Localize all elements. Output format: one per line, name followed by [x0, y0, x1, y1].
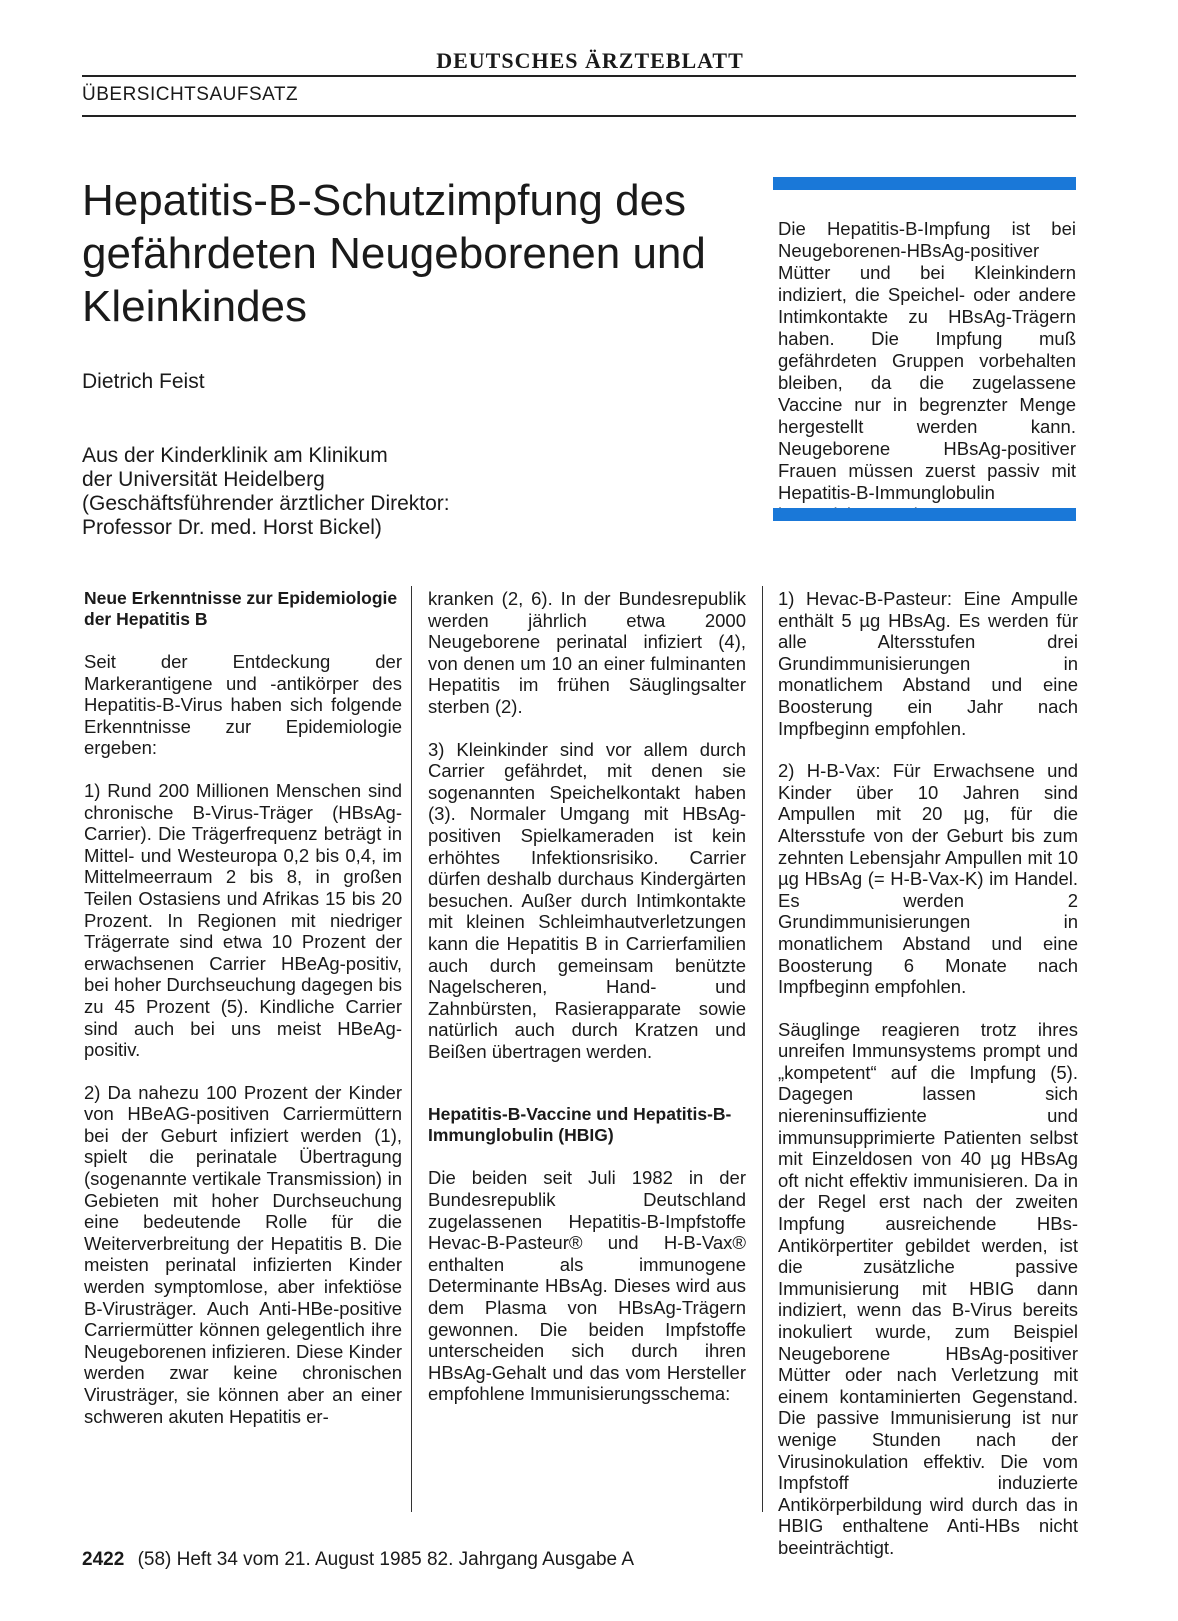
paragraph: 2) Da nahezu 100 Prozent der Kinder von HBeAG-positiven Carriermüttern bei der Geburt infiziert werden (1), spielt die perinatale Übertragung (sogenannte vertikale Transmission) in Gebieten mit hoher Durchseuchung eine bedeutende Rolle für die Weiterverbreitung der Hepatitis B. Die meisten perinatal infizierten Kinder werden symptomlose, aber infektiöse B-Virusträger. Auch Anti-HBe-positive Carriermütter können gelegentlich ihre Neugeborenen infizieren. Diese Kinder werden zwar keine chronischen Virusträger, sie können aber an einer schweren akuten Hepatitis er- — [84, 1081, 402, 1427]
paragraph: kranken (2, 6). In der Bundesrepublik werden jährlich etwa 2000 Neugeborene perinatal infiziert (4), von denen um 10 an einer fulminanten Hepatitis im frühen Säuglingsalter sterben (2). — [428, 588, 746, 717]
masthead-rule — [82, 75, 1076, 77]
column-1 — [84, 588, 402, 1448]
affiliation-line: der Universität Heidelberg — [82, 468, 325, 491]
author-name: Dietrich Feist — [82, 370, 205, 393]
abstract-top-bar — [773, 177, 1076, 190]
affiliation-line: Professor Dr. med. Horst Bickel) — [82, 516, 382, 539]
affiliation-line: (Geschäftsführender ärztlicher Direktor: — [82, 492, 450, 515]
page-number: 2422 — [82, 1549, 125, 1570]
paragraph: 1) Rund 200 Millionen Menschen sind chronische B-Virus-Träger (HBsAg-Carrier). Die Trägerfrequenz beträgt in Mittel- und Westeuropa 0,2 bis 0,4, im Mittelmeerraum 2 bis 8, in großen Teilen Ostasiens und Afrikas 15 bis 20 Prozent. In Regionen mit niedriger Trägerrate sind etwa 10 Prozent der erwachsenen Carrier HBeAg-positiv, bei hoher Durchseuchung dagegen bis zu 45 Prozent (5). Kindliche Carrier sind auch bei uns meist HBeAg-positiv. — [84, 779, 402, 1061]
paragraph: 3) Kleinkinder sind vor allem durch Carrier gefährdet, mit denen sie sogenannten Speichelkontakt haben (3). Normaler Umgang mit HBsAg-positiven Spielkameraden ist kein erhöhtes Infektionsrisiko. Carrier dürfen deshalb durchaus Kindergärten besuchen. Außer durch Intimkontakte mit kleinen Schleimhautverletzungen kann die Hepatitis B in Carrierfamilien auch durch gemeinsam benützte Nagelscheren, Hand- und Zahnbürsten, Rasierapparate sowie natürlich auch durch Kratzen und Beißen übertragen werden. — [428, 738, 746, 1062]
paragraph: Säuglinge reagieren trotz ihres unreifen Immunsystems prompt und „kompetent“ auf die Impfung (5). Dagegen lassen sich niereninsuffiziente und immunsupprimierte Patienten selbst mit Einzeldosen von 40 µg HBsAg oft nicht effektiv immunisieren. Da in der Regel erst nach der zweiten Impfung ausreichende HBs-Antikörpertiter gebildet werden, ist die zusätzliche passive Immunisierung mit HBIG dann indiziert, wenn das B-Virus bereits inokuliert wurde, zum Beispiel Neugeborene HBsAg-positiver Mütter oder nach Verletzung mit einem kontaminierten Gegenstand. Die passive Immunisierung ist nur wenige Stunden nach der Virusinokulation effektiv. Die vom Impfstoff induzierte Antikörperbildung wird durch das in HBIG enthaltene Anti-HBs nicht beeinträchtigt. — [778, 1018, 1078, 1558]
abstract: Die Hepatitis-B-Impfung ist bei Neugeborenen-HBsAg-positiver Mütter und bei Kleinkindern indiziert, die Speichel- oder andere Intimkontakte zu HBsAg-Trägern haben. Die Impfung muß gefährdeten Gruppen vorbehalten bleiben, da die zugelassene Vaccine nur in begrenzter Menge hergestellt werden kann. Neugeborene HBsAg-positiver Frauen müssen zuerst passiv mit Hepatitis-B-Immunglobulin — [778, 218, 1076, 503]
section-rule — [82, 115, 1076, 117]
section-heading: Hepatitis-B-Vaccine und Hepatitis-B-Immunglobulin (HBIG) — [428, 1104, 732, 1146]
paragraph: 1) Hevac-B-Pasteur: Eine Ampulle enthält 5 µg HBsAg. Es werden für alle Altersstufen drei Grundimmunisierungen in monatlichem Abstand und eine Boosterung ein Jahr nach Impfbeginn empfohlen. — [778, 588, 1078, 739]
affiliation-line: Aus der Kinderklinik am Klinikum — [82, 444, 388, 467]
abstract-bottom-bar — [773, 508, 1076, 521]
column-divider — [762, 586, 763, 1512]
affiliation — [82, 444, 450, 540]
paragraph: Die beiden seit Juli 1982 in der Bundesrepublik Deutschland zugelassenen Hepatitis-B-Impfstoffe Hevac-B-Pasteur® und H-B-Vax® enthalten als immunogene Determinante HBsAg. Dieses wird aus dem Plasma von HBsAg-Trägern gewonnen. Die beiden Impfstoffe unterscheiden sich durch ihren HBsAg-Gehalt und das vom Hersteller empfohlene Immunisierungsschema: — [428, 1167, 746, 1405]
section-label: ÜBERSICHTSAUFSATZ — [82, 84, 299, 105]
column-2 — [428, 588, 746, 1426]
column-3 — [778, 588, 1078, 1580]
section-heading: Neue Erkenntnisse zur Epidemiologie der Hepatitis B — [84, 588, 398, 629]
issue-citation: (58) Heft 34 vom 21. August 1985 82. Jahrgang Ausgabe A — [137, 1549, 635, 1570]
paragraph: Seit der Entdeckung der Markerantigene und -antikörper des Hepatitis-B-Virus haben sich folgende Erkenntnisse zur Epidemiologie ergeben: — [84, 651, 402, 759]
masthead: DEUTSCHES ÄRZTEBLATT — [436, 48, 744, 73]
page-footer — [82, 1549, 634, 1571]
paragraph: 2) H-B-Vax: Für Erwachsene und Kinder über 10 Jahren sind Ampullen mit 20 µg, für die Altersstufe von der Geburt bis zum zehnten Lebensjahr Ampullen mit 10 µg HBsAg (= H-B-Vax-K) im Handel. Es werden 2 Grundimmunisierungen in monatlichem Abstand und eine Boosterung 6 Monate nach Impfbeginn empfohlen. — [778, 760, 1078, 998]
article-title: Hepatitis-B-Schutzimpfung des gefährdeten Neugeborenen und Kleinkindes — [82, 176, 706, 331]
column-divider — [411, 586, 412, 1512]
